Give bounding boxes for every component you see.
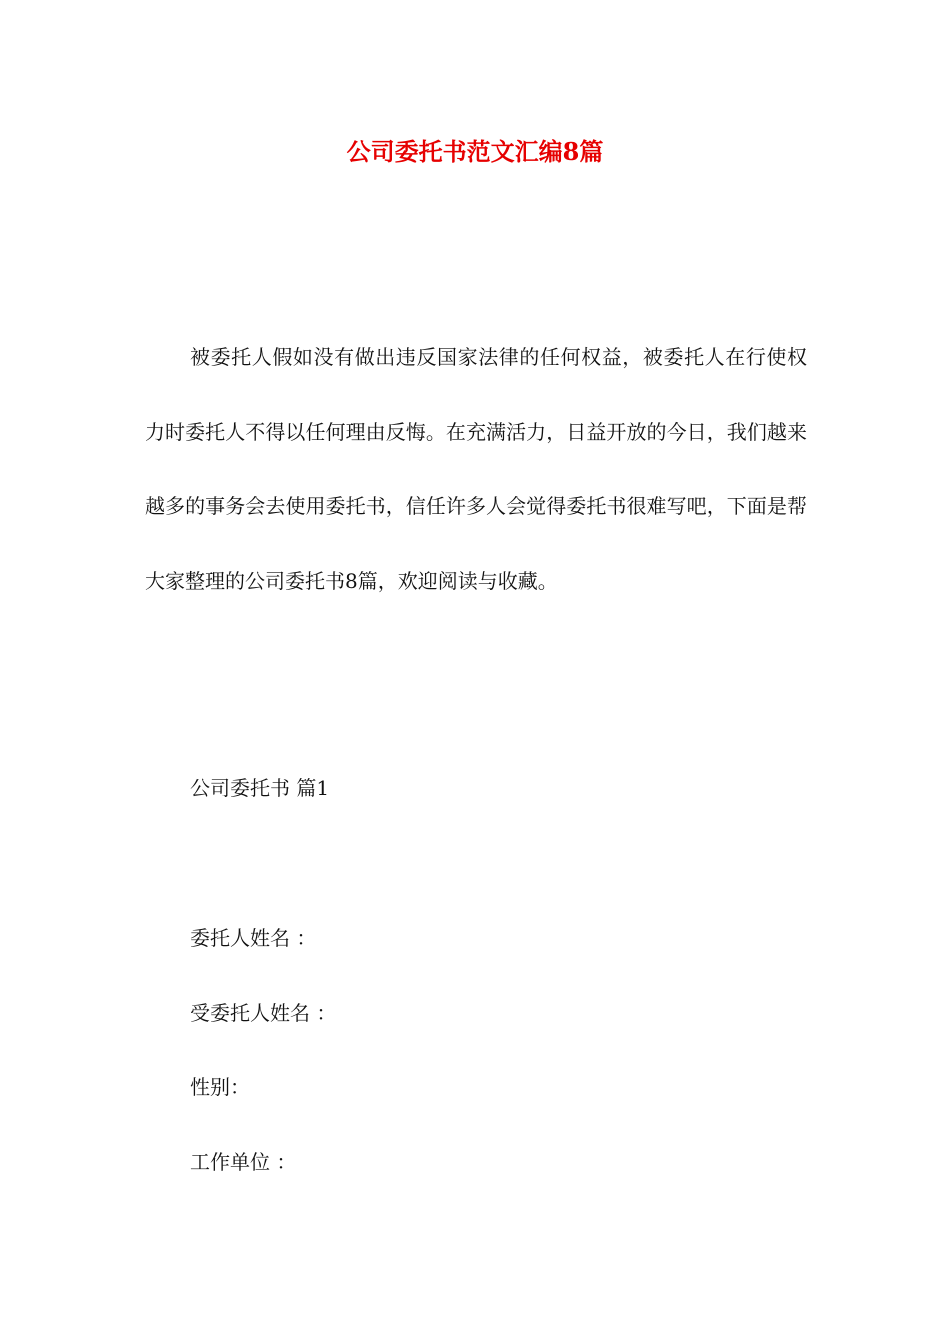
field-gender: 性别： bbox=[190, 1075, 250, 1099]
document-title: 公司委托书范文汇编8篇 bbox=[346, 137, 604, 166]
section-heading: 公司委托书 篇1 bbox=[190, 776, 330, 800]
field-work-unit: 工作单位 ： bbox=[190, 1150, 297, 1174]
intro-paragraph: 被委托人假如没有做出违反国家法律的任何权益，被委托人在行使权力时委托人不得以任何理由反悔。在充满活力，日益开放的今日，我们越来越多的事务会去使用委托书，信任许多人会觉得委托书很难写吧，下面是帮大家整理的公司委托书8篇，欢迎阅读与收藏。 bbox=[145, 345, 807, 593]
field-agent-name: 受委托人姓名 ： bbox=[190, 1001, 337, 1025]
field-principal-name: 委托人姓名 ： bbox=[190, 926, 317, 950]
